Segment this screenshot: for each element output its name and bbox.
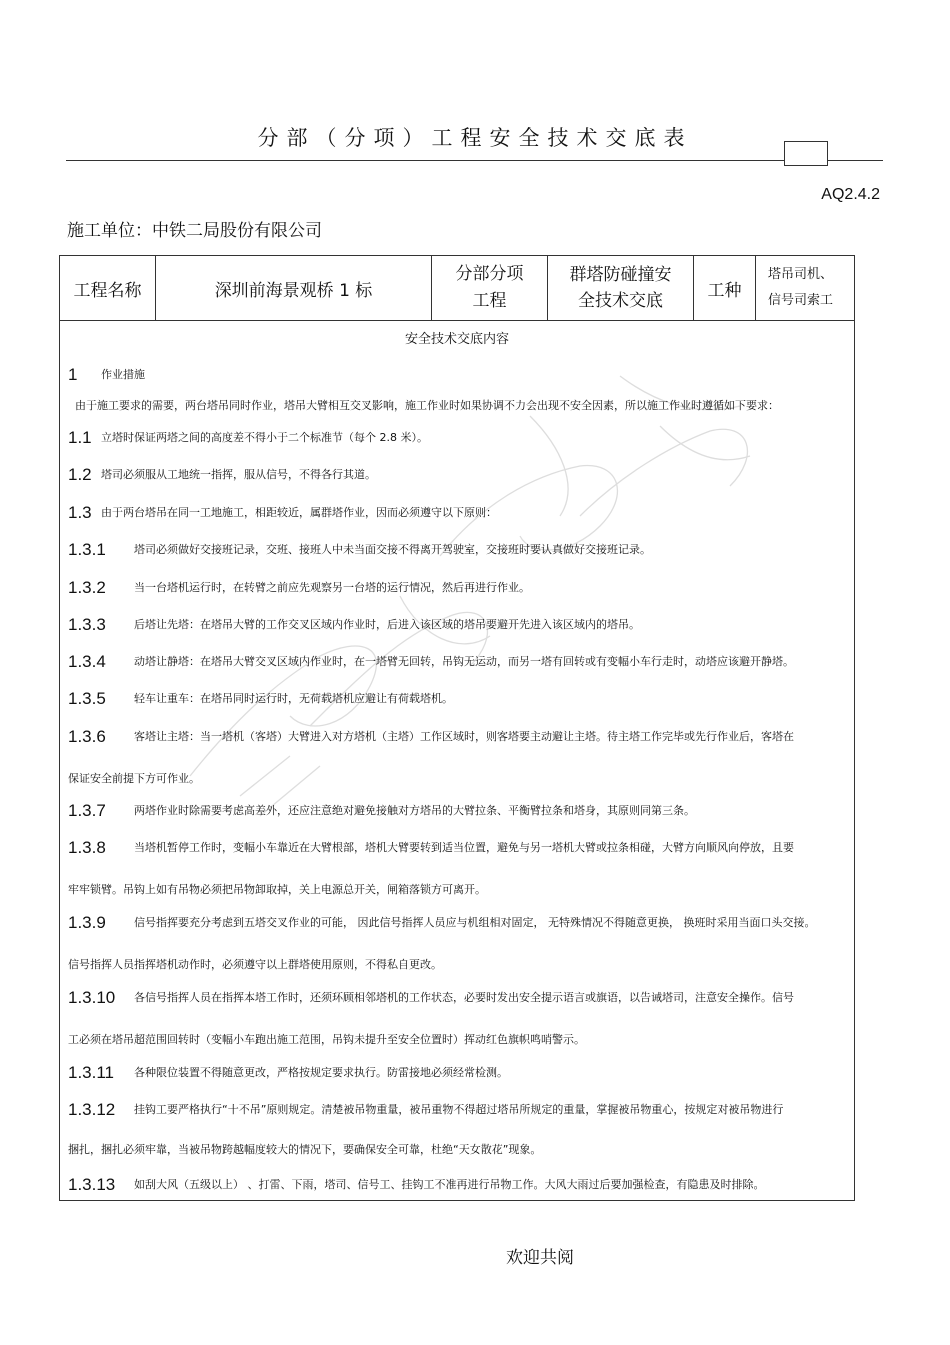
clause-item bbox=[68, 1063, 846, 1082]
sub-project-label bbox=[432, 256, 548, 320]
clause-text: 动塔让静塔：在塔吊大臂交叉区域内作业时，在一塔臂无回转，吊钩无运动，而另一塔有回转或有变幅小车行走时，动塔应该避开静塔。 bbox=[134, 655, 794, 668]
clause-text: 作业措施 bbox=[101, 368, 145, 381]
clause-continuation: 工必须在塔吊超范围回转时（变幅小车跑出施工范围，吊钩未提升至安全位置时）挥动红色旗帜鸣哨警示。 bbox=[68, 1033, 585, 1046]
section-title: 安全技术交底内容 bbox=[404, 332, 509, 347]
clause-item bbox=[68, 465, 846, 484]
clause-item bbox=[68, 1100, 846, 1119]
clause-text: 由于施工要求的需要，两台塔吊同时作业，塔吊大臂相互交叉影响，施工作业时如果协调不力会出现不安全因素，所以施工作业时遵循如下要求： bbox=[75, 399, 779, 412]
clause-item bbox=[68, 615, 846, 634]
clause-continuation: 保证安全前提下方可作业。 bbox=[68, 772, 200, 785]
project-name-value: 深圳前海景观桥 1 标 bbox=[156, 256, 432, 320]
clause-item bbox=[68, 428, 846, 447]
clause-number: 1.3.11 bbox=[68, 1063, 115, 1082]
clause-continuation: 捆扎，捆扎必须牢靠，当被吊物跨越幅度较大的情况下，要确保安全可靠，杜绝“天女散花”现象。 bbox=[68, 1143, 542, 1156]
title-underline bbox=[66, 160, 883, 161]
clause-continuation: 牢牢锁臂。吊钩上如有吊物必须把吊物卸取掉，关上电源总开关，闸箱落锁方可离开。 bbox=[68, 883, 486, 896]
clause-text: 塔司必须做好交接班记录，交班、接班人中未当面交接不得离开驾驶室，交接班时要认真做好交接班记录。 bbox=[134, 543, 651, 556]
clause-text: 客塔让主塔：当一塔机（客塔）大臂进入对方塔机（主塔）工作区域时，则客塔要主动避让主塔。待主塔工作完毕或先行作业后，客塔在 bbox=[134, 730, 794, 743]
disclosure-table bbox=[59, 255, 855, 1201]
clause-item bbox=[68, 578, 846, 597]
clause-number: 1.3 bbox=[68, 503, 92, 522]
sub-project-value-line2: 全技术交底 bbox=[578, 291, 663, 311]
trade-value-line1: 塔吊司机、 bbox=[768, 267, 834, 282]
clause-text: 后塔让先塔：在塔吊大臂的工作交叉区域内作业时，后进入该区域的塔吊要避开先进入该区域内的塔吊。 bbox=[134, 618, 640, 631]
clause-item bbox=[68, 652, 846, 671]
form-code: AQ2.4.2 bbox=[821, 186, 880, 203]
clause-number: 1 bbox=[68, 365, 78, 384]
clause-item bbox=[68, 988, 846, 1007]
clause-item bbox=[68, 503, 846, 522]
clause-item bbox=[68, 801, 846, 820]
sub-project-label-line2: 工程 bbox=[472, 291, 507, 311]
project-name-label: 工程名称 bbox=[60, 256, 156, 320]
clause-text: 塔司必须服从工地统一指挥，服从信号，不得各行其道。 bbox=[101, 468, 376, 481]
trade-value-line2: 信号司索工 bbox=[768, 293, 834, 308]
footer-text: 欢迎共阅 bbox=[506, 1248, 574, 1268]
clause-number: 1.3.2 bbox=[68, 578, 106, 597]
number-box bbox=[784, 141, 828, 166]
clause-number: 1.3.5 bbox=[68, 689, 106, 708]
clause-text: 信号指挥要充分考虑到五塔交叉作业的可能， 因此信号指挥人员应与机组相对固定， 无特殊情况不得随意更换， 换班时采用当面口头交接。 bbox=[134, 916, 816, 929]
clause-text: 当塔机暂停工作时，变幅小车靠近在大臂根部，塔机大臂要转到适当位置，避免与另一塔机大臂或拉条相碰，大臂方向顺风向停放，且要 bbox=[134, 841, 794, 854]
clause-item bbox=[68, 838, 846, 857]
clause-text: 当一台塔机运行时，在转臂之前应先观察另一台塔的运行情况，然后再进行作业。 bbox=[134, 581, 530, 594]
clause-item bbox=[68, 540, 846, 559]
clause-text: 立塔时保证两塔之间的高度差不得小于二个标准节（每个 2.8 米）。 bbox=[101, 431, 428, 444]
clause-number: 1.3.12 bbox=[68, 1100, 116, 1119]
clause-number: 1.3.4 bbox=[68, 652, 106, 671]
clause-text: 挂钩工要严格执行“十不吊”原则规定。清楚被吊物重量，被吊重物不得超过塔吊所规定的重量，掌握被吊物重心，按规定对被吊物进行 bbox=[134, 1103, 784, 1116]
clause-number: 1.3.3 bbox=[68, 615, 106, 634]
watermark bbox=[60, 256, 856, 1202]
clause-continuation: 信号指挥人员指挥塔机动作时，必须遵守以上群塔使用原则，不得私自更改。 bbox=[68, 958, 442, 971]
clause-text: 各种限位装置不得随意更改，严格按规定要求执行。防雷接地必须经常检测。 bbox=[134, 1066, 508, 1079]
clause-number: 1.2 bbox=[68, 465, 92, 484]
clause-number: 1.3.9 bbox=[68, 913, 106, 932]
clause-item bbox=[68, 365, 846, 384]
clause-item bbox=[75, 399, 846, 413]
construction-unit: 施工单位：中铁二局股份有限公司 bbox=[67, 221, 322, 241]
sub-project-value-line1: 群塔防碰撞安 bbox=[569, 265, 672, 285]
clause-number: 1.3.13 bbox=[68, 1175, 116, 1194]
clause-number: 1.3.7 bbox=[68, 801, 106, 820]
trade-value bbox=[756, 256, 854, 320]
clause-number: 1.3.6 bbox=[68, 727, 106, 746]
clause-number: 1.3.8 bbox=[68, 838, 106, 857]
sub-project-value bbox=[548, 256, 694, 320]
clause-item bbox=[68, 913, 846, 932]
clause-number: 1.3.10 bbox=[68, 988, 116, 1007]
clause-item bbox=[68, 727, 846, 746]
clause-text: 轻车让重车：在塔吊同时运行时，无荷载塔机应避让有荷载塔机。 bbox=[134, 692, 453, 705]
document-title: 分部（分项）工程安全技术交底表 bbox=[257, 126, 693, 150]
clause-text: 各信号指挥人员在指挥本塔工作时，还须环顾相邻塔机的工作状态，必要时发出安全提示语言或旗语，以告诫塔司，注意安全操作。信号 bbox=[134, 991, 794, 1004]
clause-number: 1.3.1 bbox=[68, 540, 106, 559]
clause-text: 由于两台塔吊在同一工地施工，相距较近，属群塔作业，因而必须遵守以下原则： bbox=[101, 506, 497, 519]
trade-label: 工种 bbox=[694, 256, 756, 320]
clause-item bbox=[68, 689, 846, 708]
sub-project-label-line1: 分部分项 bbox=[455, 264, 524, 284]
clause-text: 如刮大风（五级以上） 、打雷、下雨，塔司、信号工、挂钩工不准再进行吊物工作。大风大雨过后要加强检查，有隐患及时排除。 bbox=[134, 1178, 765, 1191]
clause-number: 1.1 bbox=[68, 428, 92, 447]
clause-item bbox=[68, 1175, 846, 1194]
clause-text: 两塔作业时除需要考虑高差外，还应注意绝对避免接触对方塔吊的大臂拉条、平衡臂拉条和塔身，其原则同第三条。 bbox=[134, 804, 695, 817]
header-divider bbox=[60, 320, 854, 321]
